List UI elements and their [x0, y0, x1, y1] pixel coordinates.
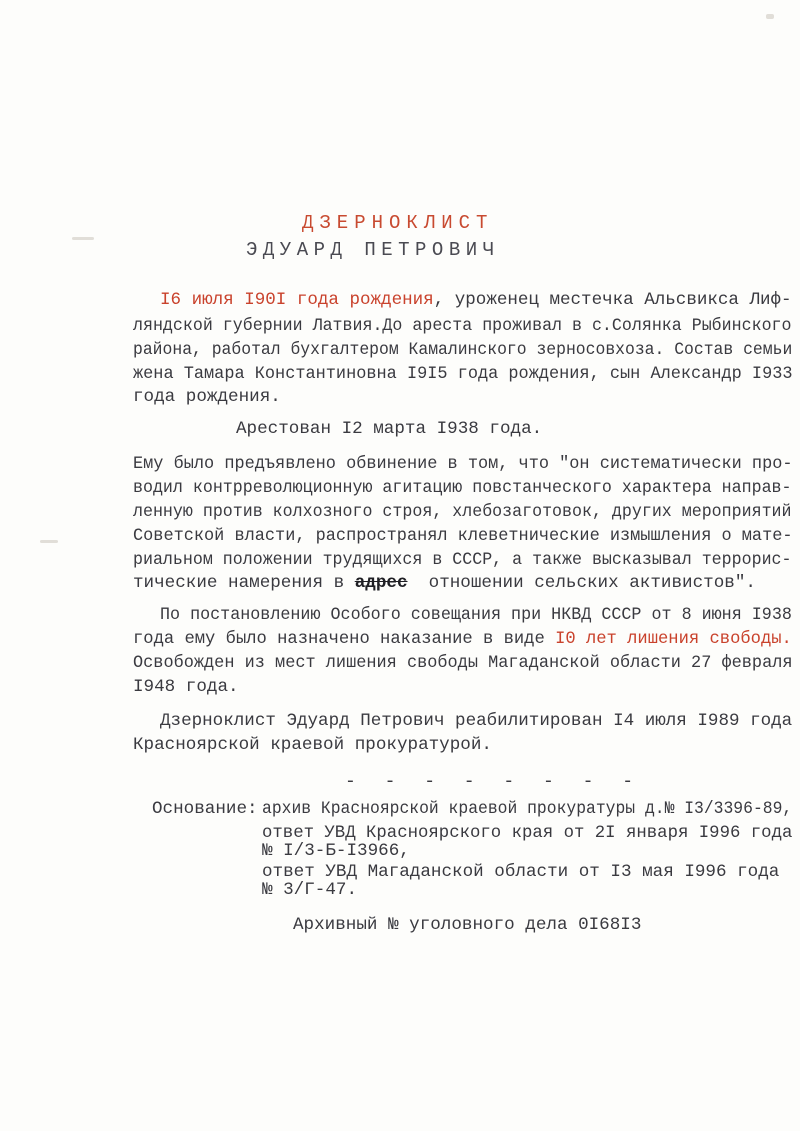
paper-mark [72, 237, 94, 240]
charge-line-2: водил контрреволюционную агитацию повстанческого характера направ- [133, 478, 792, 498]
basis-line-5: № 3/Г-47. [262, 880, 358, 900]
charge-line-6-end: отношении сельских активистов". [407, 573, 756, 593]
bio-line-1-rest: , уроженец местечка Альсвикса Лиф- [433, 290, 792, 310]
sentence-line-2 [133, 629, 792, 649]
separator-dashes: - - - - - - - - [345, 772, 643, 792]
struck-word: адрес [354, 573, 408, 593]
archive-number: Архивный № уголовного дела 0I68I3 [293, 915, 642, 935]
birth-date: I6 июля I90I года рождения [160, 290, 434, 310]
bio-line-3: района, работал бухгалтером Камалинского зерносовхоза. Состав семьи [133, 340, 793, 360]
charge-line-1: Ему было предъявлено обвинение в том, что "он систематически про- [133, 454, 793, 474]
charge-line-6-start: тические намерения в [133, 573, 355, 593]
rehabilitation-line-1: Дзерноклист Эдуард Петрович реабилитирован I4 июля I989 года [160, 711, 793, 731]
sentence-line-2-start: года ему было назначено наказание в виде [133, 629, 556, 649]
charge-line-5: риальном положении трудящихся в СССР, а также высказывал террорис- [133, 550, 792, 570]
basis-label: Основание: [152, 799, 258, 819]
charge-line-4: Советской власти, распространял клеветнические измышления о мате- [133, 526, 793, 546]
charge-line-6 [133, 573, 756, 593]
full-name-heading: ЭДУАРД ПЕТРОВИЧ [246, 239, 500, 261]
sentence-line-1: По постановлению Особого совещания при НКВД СССР от 8 июня I938 [160, 605, 792, 625]
basis-line-4: ответ УВД Магаданской области от I3 мая I996 года [262, 862, 780, 882]
basis-line-3: № I/3-Б-I3966, [262, 841, 410, 861]
sentence-line-4: I948 года. [133, 677, 239, 697]
bio-line-2: ляндской губернии Латвия.До ареста проживал в с.Солянка Рыбинского [133, 316, 792, 336]
arrest-line: Арестован I2 марта I938 года. [236, 419, 543, 439]
paper-mark [766, 14, 774, 19]
surname-heading: ДЗЕРНОКЛИСТ [302, 212, 494, 234]
sentence-line-3: Освобожден из мест лишения свободы Магаданской области 27 февраля [133, 653, 793, 673]
basis-line-2: ответ УВД Красноярского края от 2I января I996 года [262, 823, 793, 843]
basis-line-1: архив Красноярской краевой прокуратуры д.№ I3/3396-89, [262, 799, 793, 819]
sentence-term: I0 лет лишения свободы. [555, 629, 792, 649]
bio-line-5: года рождения. [133, 387, 281, 407]
paper-mark [40, 540, 58, 543]
charge-line-3: ленную против колхозного строя, хлебозаготовок, других мероприятий [133, 502, 792, 522]
rehabilitation-line-2: Красноярской краевой прокуратурой. [133, 735, 492, 755]
bio-line-4: жена Тамара Константиновна I9I5 года рождения, сын Александр I933 [133, 364, 793, 384]
bio-line-1 [160, 290, 792, 310]
